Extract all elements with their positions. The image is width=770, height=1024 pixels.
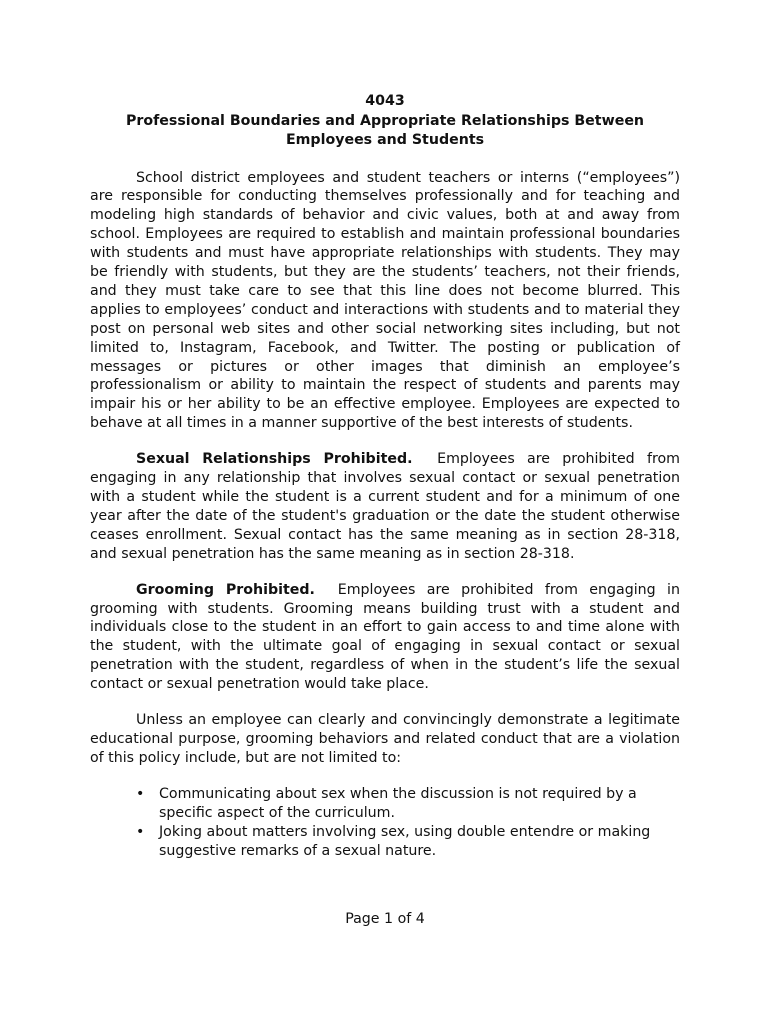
- bullet-icon: •: [136, 785, 145, 802]
- document-page: [90, 92, 680, 860]
- page-footer: Page 1 of 4: [345, 911, 425, 927]
- policy-number: 4043: [365, 93, 405, 109]
- list-item: [90, 823, 680, 861]
- sexual-relationships-paragraph: [90, 450, 680, 563]
- intro-paragraph: School district employees and student teachers or interns (“employees”) are responsible for conducting themselves professionally and for teaching and modeling high standards of behavior and civic values, both at and away from school. Employees are required to establish and maintain professional boundaries with students and must have appropriate relationships with students. They may be friendly with students, but they are the students’ teachers, not their friends, and they must take care to see that this line does not become blurred. This applies to employees’ conduct and interactions with students and to material they post on personal web sites and other social networking sites including, but not limited to, Instagram, Facebook, and Twitter. The posting or publication of messages or pictures or other images that diminish an employee’s professionalism or ability to maintain the respect of students and parents may impair his or her ability to be an effective employee. Employees are expected to behave at all times in a manner supportive of the best interests of students.: [90, 169, 680, 432]
- grooming-heading: Grooming Prohibited.: [136, 581, 315, 598]
- grooming-paragraph: [90, 581, 680, 694]
- unless-paragraph: Unless an employee can clearly and convincingly demonstrate a legitimate educational purpose, grooming behaviors and related conduct that are a violation of this policy include, but are not limited to:: [90, 712, 680, 766]
- title-block: [90, 92, 680, 151]
- grooming-behaviors-list: [90, 785, 680, 861]
- policy-title-line-1: Professional Boundaries and Appropriate Relationships Between: [125, 112, 645, 129]
- bullet-icon: •: [136, 823, 145, 840]
- sexual-relationships-heading: Sexual Relationships Prohibited.: [136, 451, 413, 468]
- grooming-text: Employees are prohibited from engaging in grooming with students. Grooming means building trust with a student and individuals close to the student in an effort to gain access to and time alone with the student, with the ultimate goal of engaging in sexual contact or sexual penetration with the student, regardless of when in the student’s life the sexual contact or sexual penetration would take place.: [90, 581, 680, 693]
- list-item: [90, 785, 680, 823]
- list-item-text: Joking about matters involving sex, using double entendre or making suggestive remarks of a sexual nature.: [159, 823, 651, 859]
- policy-title-line-2: Employees and Students: [285, 132, 485, 148]
- list-item-text: Communicating about sex when the discussion is not required by a specific aspect of the curriculum.: [159, 785, 637, 821]
- sexual-relationships-text: Employees are prohibited from engaging in any relationship that involves sexual contact or sexual penetration with a student while the student is a current student and for a minimum of one year after the date of the student's graduation or the date the student otherwise ceases enrollment. Sexual contact has the same meaning as in section 28-318, and sexual penetration has the same meaning as in section 28-318.: [90, 451, 680, 562]
